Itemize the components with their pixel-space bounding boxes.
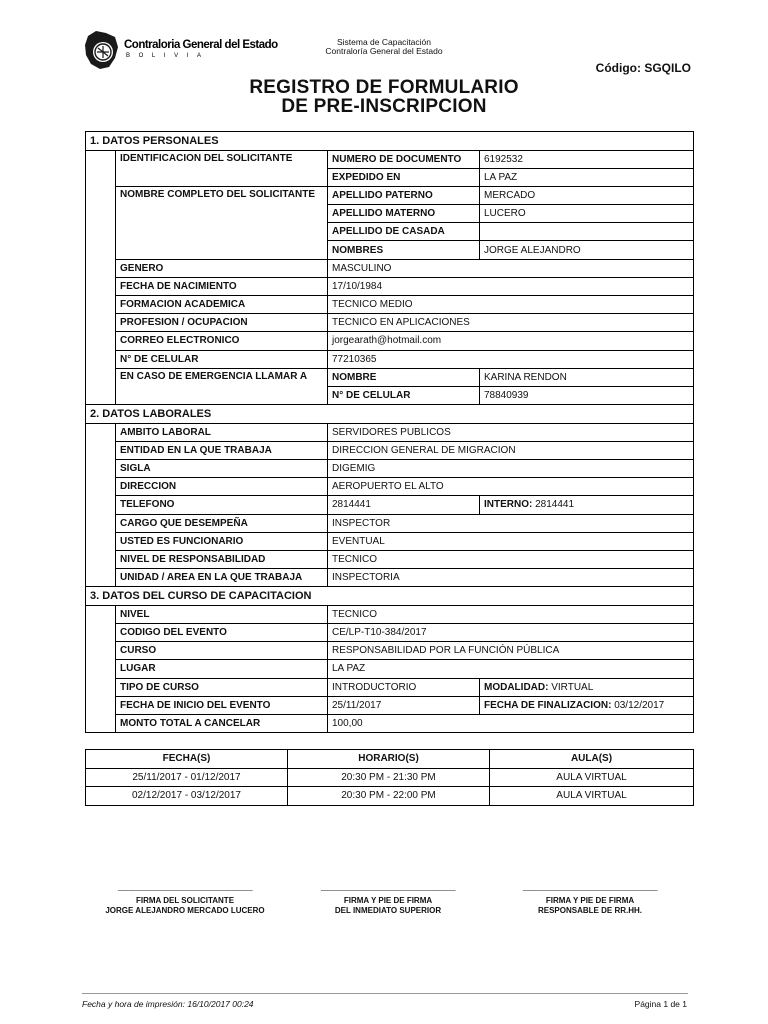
form-code: Código: SGQILO [595,61,691,75]
schedule-cell: 02/12/2017 - 03/12/2017 [86,787,288,806]
table-row [86,277,694,295]
field-value: MASCULINO [328,259,694,277]
table-row [86,624,694,642]
section-row [86,405,694,424]
footer-divider [82,993,688,994]
field-value: RESPONSABILIDAD POR LA FUNCIÓN PÚBLICA [328,642,694,660]
table-row [86,642,694,660]
field-value: TECNICO EN APLICACIONES [328,314,694,332]
signature-name: RESPONSABLE DE RR.HH. [537,905,642,915]
table-row [86,478,694,496]
field-value: 25/11/2017 [328,696,480,714]
table-row [86,423,694,441]
schedule-cell: 25/11/2017 - 01/12/2017 [86,768,288,787]
table-row [86,696,694,714]
field-value: TECNICO [328,550,694,568]
title-line-1: REGISTRO DE FORMULARIO [249,77,519,98]
field-label: CORREO ELECTRONICO [116,332,328,350]
field-value: DIRECCION GENERAL DE MIGRACION [328,441,694,459]
table-row [86,314,694,332]
field-label: SIGLA [116,460,328,478]
table-row [86,569,694,587]
field-label: TIPO DE CURSO [116,678,328,696]
field-label: FECHA DE INICIO DEL EVENTO [116,696,328,714]
field-value: 17/10/1984 [328,277,694,295]
table-row [86,186,694,204]
field-label: APELLIDO DE CASADA [328,223,480,241]
field-value: 100,00 [328,714,694,732]
field-label: EXPEDIDO EN [328,168,480,186]
interno-label: INTERNO: [484,499,533,511]
system-title [284,38,484,56]
field-label: NOMBRE [328,368,480,386]
interno-cell [480,496,694,514]
signature-superior [299,888,477,915]
signature-rrhh [501,888,679,915]
field-label: USTED ES FUNCIONARIO [116,532,328,550]
field-value: 2814441 [328,496,480,514]
field-label: IDENTIFICACION DEL SOLICITANTE [116,150,328,186]
title-line-2: DE PRE-INSCRIPCION [281,96,487,117]
modalidad-label: MODALIDAD: [484,681,549,693]
schedule-row [86,768,694,787]
schedule-cell: 20:30 PM - 21:30 PM [288,768,490,787]
table-row [86,332,694,350]
page-number: Página 1 de 1 [634,999,687,1009]
signature-line: ------------------------------------------------------------------------------------------ [522,888,658,894]
signature-label: FIRMA Y PIE DE FIRMA [545,896,635,905]
section-indent [86,605,116,732]
section-indent [86,423,116,587]
schedule-cell: 20:30 PM - 22:00 PM [288,787,490,806]
table-row [86,150,694,168]
signature-label: FIRMA DEL SOLICITANTE [135,896,235,905]
table-row [86,496,694,514]
section-row [86,587,694,606]
section-datos-laborales: 2. DATOS LABORALES [86,405,694,424]
field-label: CARGO QUE DESEMPEÑA [116,514,328,532]
field-value: CE/LP-T10-384/2017 [328,624,694,642]
field-label: DIRECCION [116,478,328,496]
fecha-fin-label: FECHA DE FINALIZACION: [484,699,612,711]
field-label: CODIGO DEL EVENTO [116,624,328,642]
field-value: MERCADO [480,186,694,204]
page-title [0,78,768,116]
field-label: UNIDAD / AREA EN LA QUE TRABAJA [116,569,328,587]
table-row [86,660,694,678]
field-label: PROFESION / OCUPACION [116,314,328,332]
field-label: APELLIDO MATERNO [328,205,480,223]
field-label: APELLIDO PATERNO [328,186,480,204]
field-label: EN CASO DE EMERGENCIA LLAMAR A [116,368,328,404]
table-row [86,605,694,623]
schedule-cell: AULA VIRTUAL [490,787,694,806]
field-label: NOMBRES [328,241,480,259]
signature-solicitante [96,888,274,915]
table-row [86,550,694,568]
field-value: EVENTUAL [328,532,694,550]
logo [82,28,278,72]
field-value: DIGEMIG [328,460,694,478]
field-label: FECHA DE NACIMIENTO [116,277,328,295]
field-label: CURSO [116,642,328,660]
field-label: NIVEL DE RESPONSABILIDAD [116,550,328,568]
field-value: KARINA RENDON [480,368,694,386]
section-datos-curso: 3. DATOS DEL CURSO DE CAPACITACION [86,587,694,606]
table-row [86,460,694,478]
field-label: ENTIDAD EN LA QUE TRABAJA [116,441,328,459]
field-label: LUGAR [116,660,328,678]
field-value: LA PAZ [328,660,694,678]
signature-line: ------------------------------------------------------------------------------------------ [117,888,253,894]
column-header: FECHA(S) [86,750,288,769]
field-value [480,223,694,241]
field-label: AMBITO LABORAL [116,423,328,441]
field-value: INSPECTOR [328,514,694,532]
fecha-fin-value: 03/12/2017 [614,699,665,711]
field-value: SERVIDORES PUBLICOS [328,423,694,441]
column-header: AULA(S) [490,750,694,769]
field-label: FORMACION ACADEMICA [116,296,328,314]
schedule-header-row [86,750,694,769]
field-value: AEROPUERTO EL ALTO [328,478,694,496]
field-value: TECNICO MEDIO [328,296,694,314]
field-value: 77210365 [328,350,694,368]
table-row [86,532,694,550]
section-indent [86,150,116,405]
section-row [86,132,694,151]
schedule-row [86,787,694,806]
field-label: N° DE CELULAR [116,350,328,368]
table-row [86,714,694,732]
schedule-cell: AULA VIRTUAL [490,768,694,787]
table-row [86,678,694,696]
field-value: LUCERO [480,205,694,223]
field-label: MONTO TOTAL A CANCELAR [116,714,328,732]
field-value: TECNICO [328,605,694,623]
table-row [86,441,694,459]
field-value: JORGE ALEJANDRO [480,241,694,259]
table-row [86,259,694,277]
registration-form-table [85,131,694,733]
field-label: NIVEL [116,605,328,623]
field-value: LA PAZ [480,168,694,186]
logo-name: Contraloria General del Estado [124,39,278,51]
modalidad-value: VIRTUAL [551,681,594,693]
field-label: GENERO [116,259,328,277]
signature-name: JORGE ALEJANDRO MERCADO LUCERO [105,905,265,915]
table-row [86,368,694,386]
print-timestamp: Fecha y hora de impresión: 16/10/2017 00:24 [82,999,254,1009]
field-value: 78840939 [480,386,694,404]
fecha-fin-cell [480,696,694,714]
table-row [86,350,694,368]
system-line-2: Contraloría General del Estado [325,46,443,56]
field-label: NOMBRE COMPLETO DEL SOLICITANTE [116,186,328,259]
signature-label: FIRMA Y PIE DE FIRMA [343,896,433,905]
system-line-1: Sistema de Capacitación [336,37,432,47]
signature-line: ------------------------------------------------------------------------------------------ [320,888,456,894]
field-label: NUMERO DE DOCUMENTO [328,150,480,168]
field-value: INTRODUCTORIO [328,678,480,696]
schedule-table [85,749,694,806]
table-row [86,514,694,532]
modalidad-cell [480,678,694,696]
interno-value: 2814441 [535,499,575,511]
field-label: TELEFONO [116,496,328,514]
table-row [86,296,694,314]
field-value: 6192532 [480,150,694,168]
logo-country: BOLIVIA [126,53,210,59]
field-value: INSPECTORIA [328,569,694,587]
column-header: HORARIO(S) [288,750,490,769]
field-label: N° DE CELULAR [328,386,480,404]
field-value: jorgearath@hotmail.com [328,332,694,350]
seal-icon [82,28,122,72]
section-datos-personales: 1. DATOS PERSONALES [86,132,694,151]
signature-name: DEL INMEDIATO SUPERIOR [334,905,442,915]
